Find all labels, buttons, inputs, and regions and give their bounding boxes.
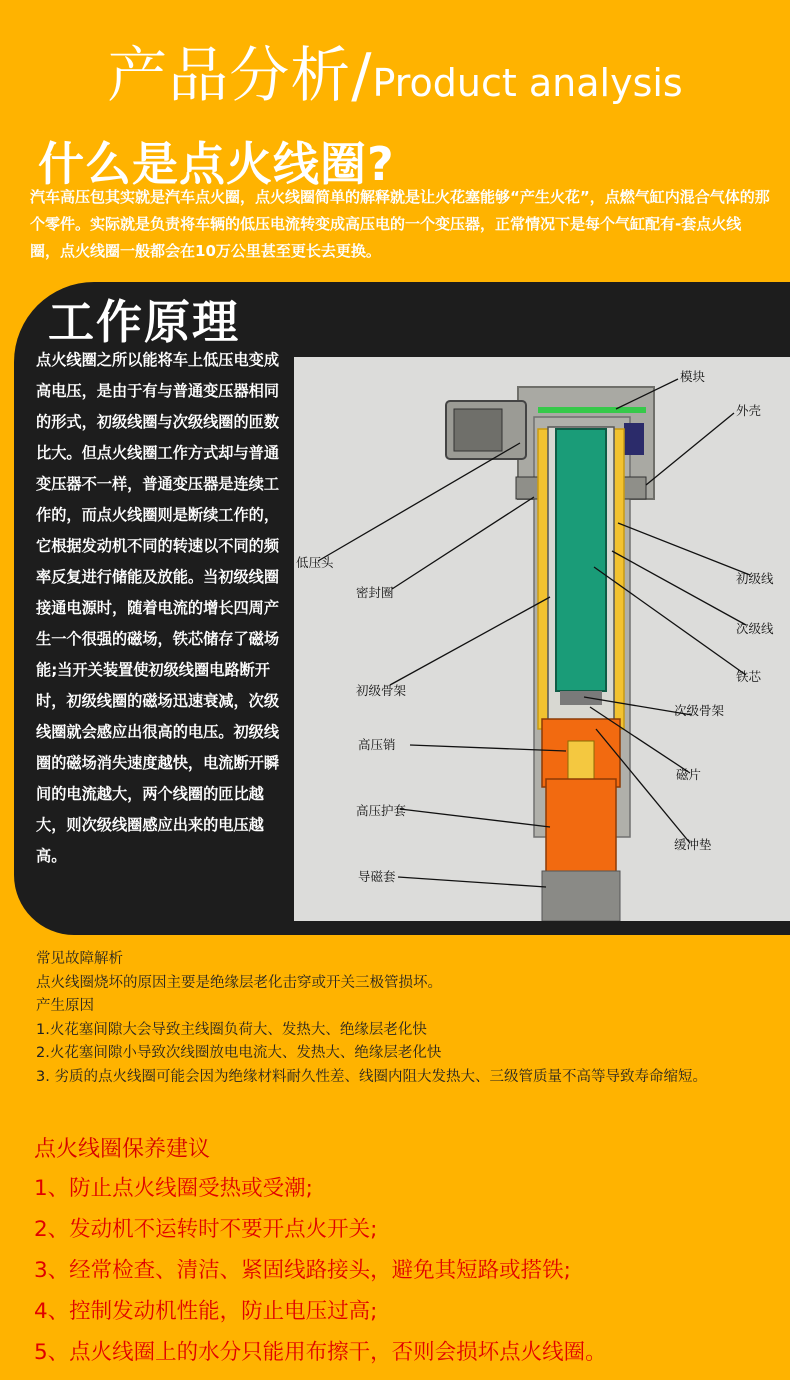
tip-item: 2、发动机不运转时不要开点火开关; [34,1217,378,1242]
principle-paragraph: 点火线圈之所以能将车上低压电变成高电压，是由于有与普通变压器相同的形式，初级线圈与次级线圈的匝数比大。但点火线圈工作方式却与普通变压器不一样，普通变压器是连续工作的，而点火线圈则是断续工作的，它根据发动机不同的转速以不同的频率反复进行储能及放能。当初级线圈接通电源时，随着电流的增长四周产生一个很强的磁场，铁芯储存了磁场能;当开关装置使初级线圈电路断开时，初级线圈的磁场迅速衰减，次级线圈就会感应出很高的电压。初级线圈的磁场消失速度越快，电流断开瞬间的电流越大，两个线圈的匝比越大，则次级线圈感应出来的电压越高。 [36,351,279,865]
label-shell: 外壳 [736,403,762,418]
label-seal-ring: 密封圈 [356,585,394,600]
tip-item: 3、经常检查、清洁、紧固线路接头，避免其短路或搭铁; [34,1258,571,1283]
label-magnet: 磁片 [676,767,702,782]
module-bar [538,407,646,413]
intro-paragraph: 汽车高压包其实就是汽车点火圈，点火线圈简单的解释就是让火花塞能够“产生火花”，点燃气缸内混合气体的那个零件。实际就是负责将车辆的低压电流转变成高压电的一个变压器，正常情况下是每个气缸配有-套点火线圈，点火线圈一般都会在10万公里甚至更长去更换。 [30,188,770,260]
hv-sheath [546,779,616,877]
intro-heading: 什么是点火线圈? [38,137,395,191]
label-primary-coil: 初级线 [736,571,774,586]
tip-item: 5、点火线圈上的水分只能用布擦干，否则会损坏点火线圈。 [34,1340,607,1365]
tips-title: 点火线圈保养建议 [34,1137,211,1162]
page-title [0,28,790,114]
ignition-coil-diagram [294,357,790,921]
page-title-en: Product analysis [372,61,683,105]
label-magnetic-sleeve: 导磁套 [358,869,396,884]
tip-item: 1、防止点火线圈受热或受潮; [34,1176,313,1201]
label-secondary-coil: 次级线 [736,621,774,636]
label-buffer-pad: 缓冲垫 [674,837,712,852]
iron-core [556,429,606,691]
faults-section [36,948,776,1089]
causes-title: 产生原因 [36,998,94,1014]
label-secondary-frame: 次级骨架 [674,703,725,718]
label-low-voltage-head: 低压头 [296,555,334,570]
cause-item: 2.火花塞间隙小导致次线圈放电电流大、发热大、绝缘层老化快 [36,1045,442,1061]
cause-item: 1.火花塞间隙大会导致主线圈负荷大、发热大、绝缘层老化快 [36,1021,427,1038]
label-hv-pin: 高压销 [358,737,396,752]
page-title-zh: 产品分析/ [107,41,373,111]
tips-list [34,1168,607,1373]
label-primary-frame: 初级骨架 [356,683,407,698]
tip-item: 4、控制发动机性能，防止电压过高; [34,1299,378,1324]
label-module: 模块 [680,369,706,384]
faults-title: 常见故障解析 [36,951,123,967]
principle-heading: 工作原理 [48,295,240,349]
cause-item: 3. 劣质的点火线圈可能会因为绝缘材料耐久性差、线圈内阻大发热大、三级管质量不高等导致寿命缩短。 [36,1068,707,1085]
label-iron-core: 铁芯 [736,669,762,684]
label-hv-sheath: 高压护套 [356,803,407,818]
faults-summary: 点火线圈烧坏的原因主要是绝缘层老化击穿或开关三极管损坏。 [36,974,442,991]
magnetic-sleeve [542,871,620,921]
